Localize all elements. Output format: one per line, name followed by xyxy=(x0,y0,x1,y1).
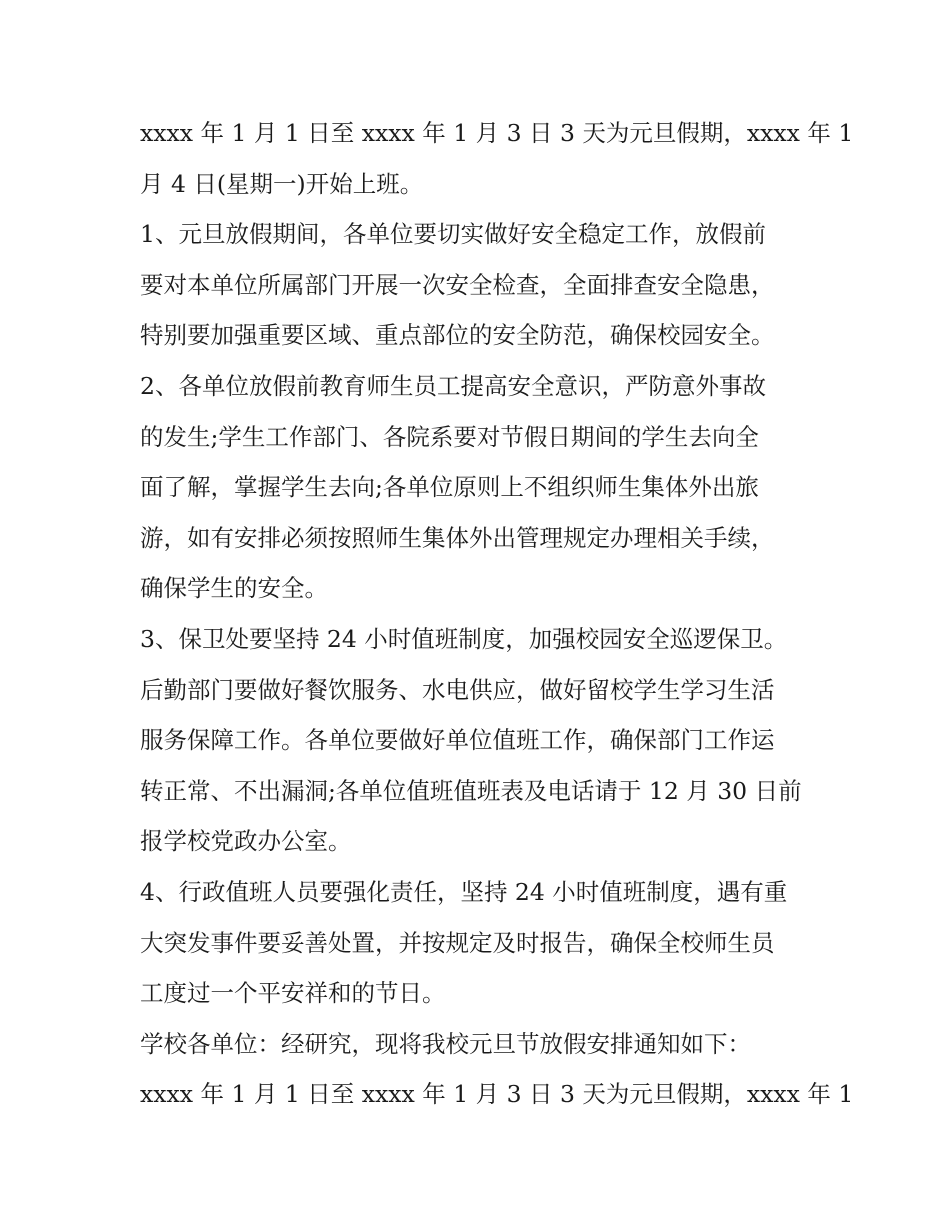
text-line: 报学校党政办公室。 xyxy=(140,827,352,856)
text-line: xxxx 年 1 月 1 日至 xxxx 年 1 月 3 日 3 天为元旦假期，xxxx 年 1 xyxy=(140,1080,854,1109)
text-line: 后勤部门要做好餐饮服务、水电供应，做好留校学生学习生活 xyxy=(140,675,775,704)
text-line: 确保学生的安全。 xyxy=(140,574,328,603)
text-line: xxxx 年 1 月 1 日至 xxxx 年 1 月 3 日 3 天为元旦假期，xxxx 年 1 xyxy=(140,119,854,147)
text-line: 大突发事件要妥善处置，并按规定及时报告，确保全校师生员 xyxy=(140,928,775,957)
text-line: 要对本单位所属部门开展一次安全检查，全面排查安全隐患， xyxy=(140,270,775,299)
text-line: 转正常、不出漏洞;各单位值班值班表及电话请于 12 月 30 日前 xyxy=(140,776,802,805)
text-line: 1、元旦放假期间，各单位要切实做好安全稳定工作，放假前 xyxy=(140,220,766,249)
text-line: 2、各单位放假前教育师生员工提高安全意识，严防意外事故 xyxy=(140,371,766,400)
document-body xyxy=(140,108,854,1120)
text-line: 3、保卫处要坚持 24 小时值班制度，加强校园安全巡逻保卫。 xyxy=(140,624,788,653)
text-line: 工度过一个平安祥和的节日。 xyxy=(140,979,446,1008)
text-line: 游，如有安排必须按照师生集体外出管理规定办理相关手续， xyxy=(140,523,775,552)
text-line: 面了解，掌握学生去向;各单位原则上不组织师生集体外出旅 xyxy=(140,473,759,502)
text-line: 服务保障工作。各单位要做好单位值班工作，确保部门工作运 xyxy=(140,726,775,755)
text-line: 4、行政值班人员要强化责任，坚持 24 小时值班制度，遇有重 xyxy=(140,877,788,906)
text-line: 学校各单位：经研究，现将我校元旦节放假安排通知如下： xyxy=(140,1029,751,1058)
text-line: 特别要加强重要区域、重点部位的安全防范，确保校园安全。 xyxy=(140,321,775,350)
text-line: 的发生;学生工作部门、各院系要对节假日期间的学生去向全 xyxy=(140,422,759,451)
text-line: 月 4 日(星期一)开始上班。 xyxy=(140,169,424,198)
